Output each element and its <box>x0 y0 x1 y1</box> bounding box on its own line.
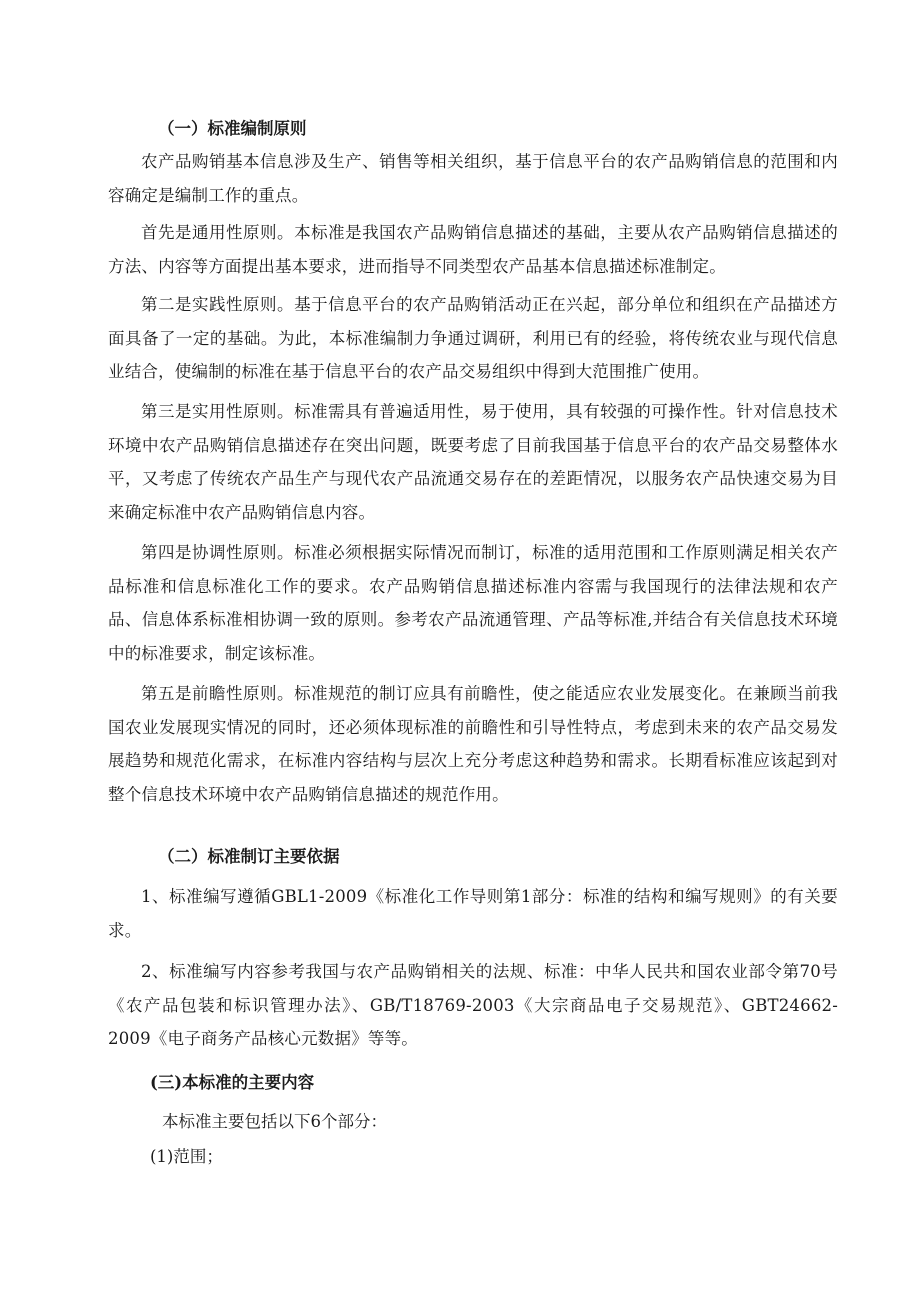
paragraph-1-5: 第四是协调性原则。标准必须根据实际情况而制订，标准的适用范围和工作原则满足相关农产品标准和信息标准化工作的要求。农产品购销信息描述标准内容需与我国现行的法律法规和农产品、信息体系标准相协调一致的原则。参考农产品流通管理、产品等标准,并结合有关信息技术环境中的标准要求，制定该标准。 <box>108 543 838 663</box>
list-item-1: (1)范围； <box>150 1147 223 1166</box>
section-heading-2: （二）标准制订主要依据 <box>158 847 340 866</box>
section-3-intro: 本标准主要包括以下6个部分： <box>162 1112 387 1131</box>
paragraph-1-2: 首先是通用性原则。本标准是我国农产品购销信息描述的基础，主要从农产品购销信息描述的方法、内容等方面提出基本要求，进而指导不同类型农产品基本信息描述标准制定。 <box>108 223 838 276</box>
paragraph-1-1: 农产品购销基本信息涉及生产、销售等相关组织，基于信息平台的农产品购销信息的范围和内容确定是编制工作的重点。 <box>108 152 838 205</box>
section-heading-1: （一）标准编制原则 <box>158 119 307 138</box>
paragraph-2-2: 2、标准编写内容参考我国与农产品购销相关的法规、标准：中华人民共和国农业部令第70号《农产品包装和标识管理办法》、GB/T18769-2003《大宗商品电子交易规范》、GBT24662-2009《电子商务产品核心元数据》等等。 <box>108 962 838 1048</box>
paragraph-1-6: 第五是前瞻性原则。标准规范的制订应具有前瞻性，使之能适应农业发展变化。在兼顾当前我国农业发展现实情况的同时，还必须体现标准的前瞻性和引导性特点，考虑到未来的农产品交易发展趋势和规范化需求，在标准内容结构与层次上充分考虑这种趋势和需求。长期看标准应该起到对整个信息技术环境中农产品购销信息描述的规范作用。 <box>108 684 838 804</box>
section-heading-3: (三)本标准的主要内容 <box>150 1073 315 1092</box>
paragraph-1-4: 第三是实用性原则。标准需具有普遍适用性，易于使用，具有较强的可操作性。针对信息技术环境中农产品购销信息描述存在突出问题，既要考虑了目前我国基于信息平台的农产品交易整体水平，又考虑了传统农产品生产与现代农产品流通交易存在的差距情况，以服务农产品快速交易为目来确定标准中农产品购销信息内容。 <box>108 402 838 522</box>
paragraph-2-1: 1、标准编写遵循GBL1-2009《标准化工作导则第1部分：标准的结构和编写规则》的有关要求。 <box>108 887 838 940</box>
paragraph-1-3: 第二是实践性原则。基于信息平台的农产品购销活动正在兴起，部分单位和组织在产品描述方面具备了一定的基础。为此，本标准编制力争通过调研，利用已有的经验，将传统农业与现代信息业结合，使编制的标准在基于信息平台的农产品交易组织中得到大范围推广使用。 <box>108 295 838 381</box>
